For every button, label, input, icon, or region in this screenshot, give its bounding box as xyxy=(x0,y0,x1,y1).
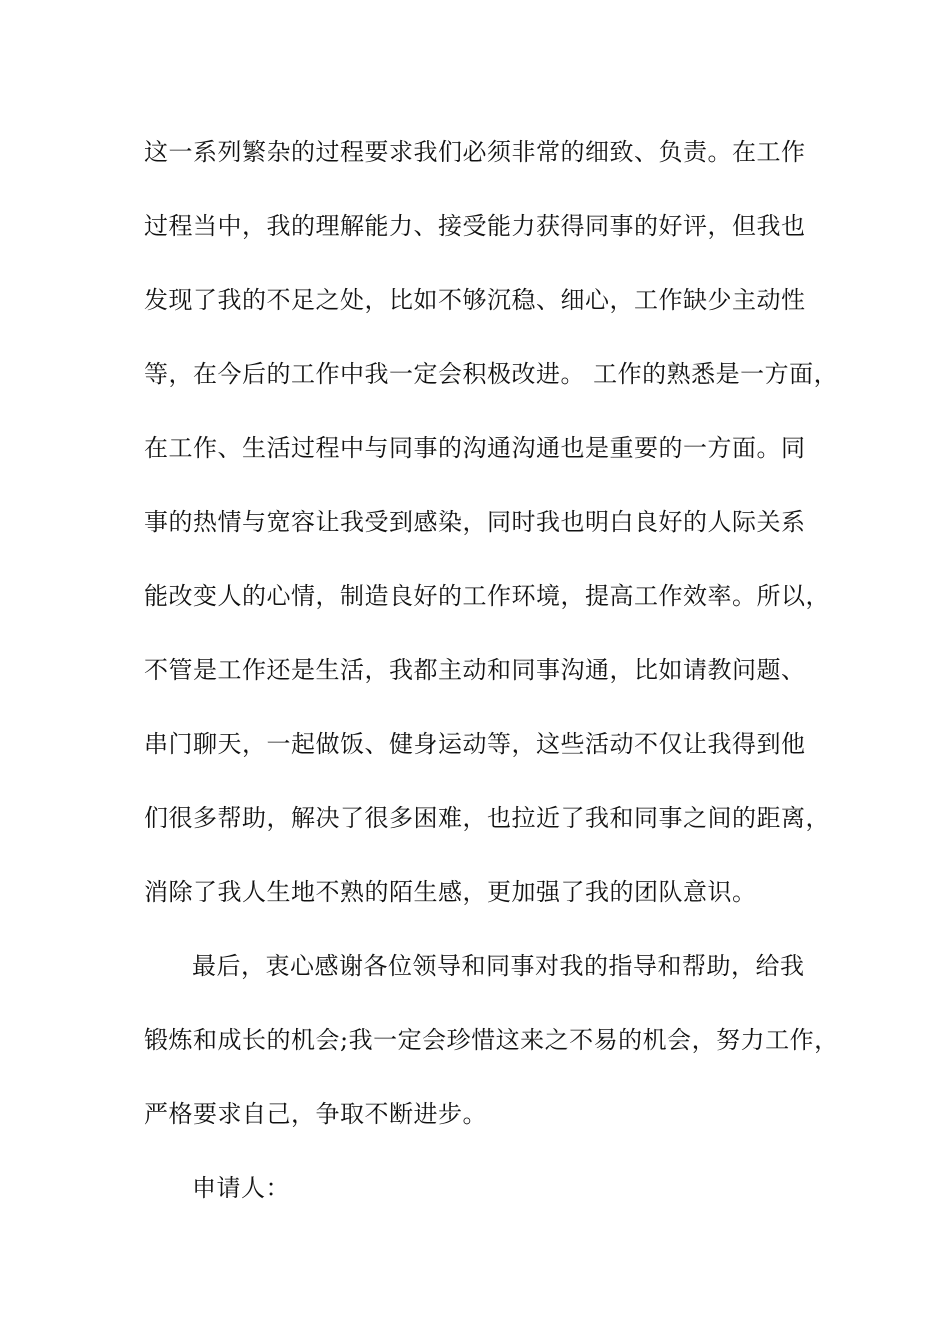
paragraph-line-6: 事的热情与宽容让我受到感染，同时我也明白良好的人际关系 xyxy=(144,508,806,536)
paragraph-line-4: 等，在今后的工作中我一定会积极改进。 工作的熟悉是一方面， xyxy=(144,360,839,388)
paragraph-line-12: 最后，衷心感谢各位领导和同事对我的指导和帮助，给我 xyxy=(192,952,805,980)
paragraph-line-3: 发现了我的不足之处，比如不够沉稳、细心，工作缺少主动性 xyxy=(144,286,806,314)
applicant-label: 申请人： xyxy=(192,1174,290,1202)
paragraph-line-13: 锻炼和成长的机会;我一定会珍惜这来之不易的机会，努力工作， xyxy=(144,1026,839,1054)
paragraph-line-10: 们很多帮助，解决了很多困难，也拉近了我和同事之间的距离， xyxy=(144,804,830,832)
paragraph-line-14: 严格要求自己，争取不断进步。 xyxy=(144,1100,487,1128)
paragraph-line-11: 消除了我人生地不熟的陌生感，更加强了我的团队意识。 xyxy=(144,878,757,906)
paragraph-line-5: 在工作、生活过程中与同事的沟通沟通也是重要的一方面。同 xyxy=(144,434,806,462)
paragraph-line-8: 不管是工作还是生活，我都主动和同事沟通，比如请教问题、 xyxy=(144,656,806,684)
paragraph-line-9: 串门聊天，一起做饭、健身运动等，这些活动不仅让我得到他 xyxy=(144,730,806,758)
paragraph-line-7: 能改变人的心情，制造良好的工作环境，提高工作效率。所以， xyxy=(144,582,830,610)
paragraph-line-2: 过程当中，我的理解能力、接受能力获得同事的好评，但我也 xyxy=(144,212,806,240)
paragraph-line-1: 这一系列繁杂的过程要求我们必须非常的细致、负责。在工作 xyxy=(144,138,806,166)
